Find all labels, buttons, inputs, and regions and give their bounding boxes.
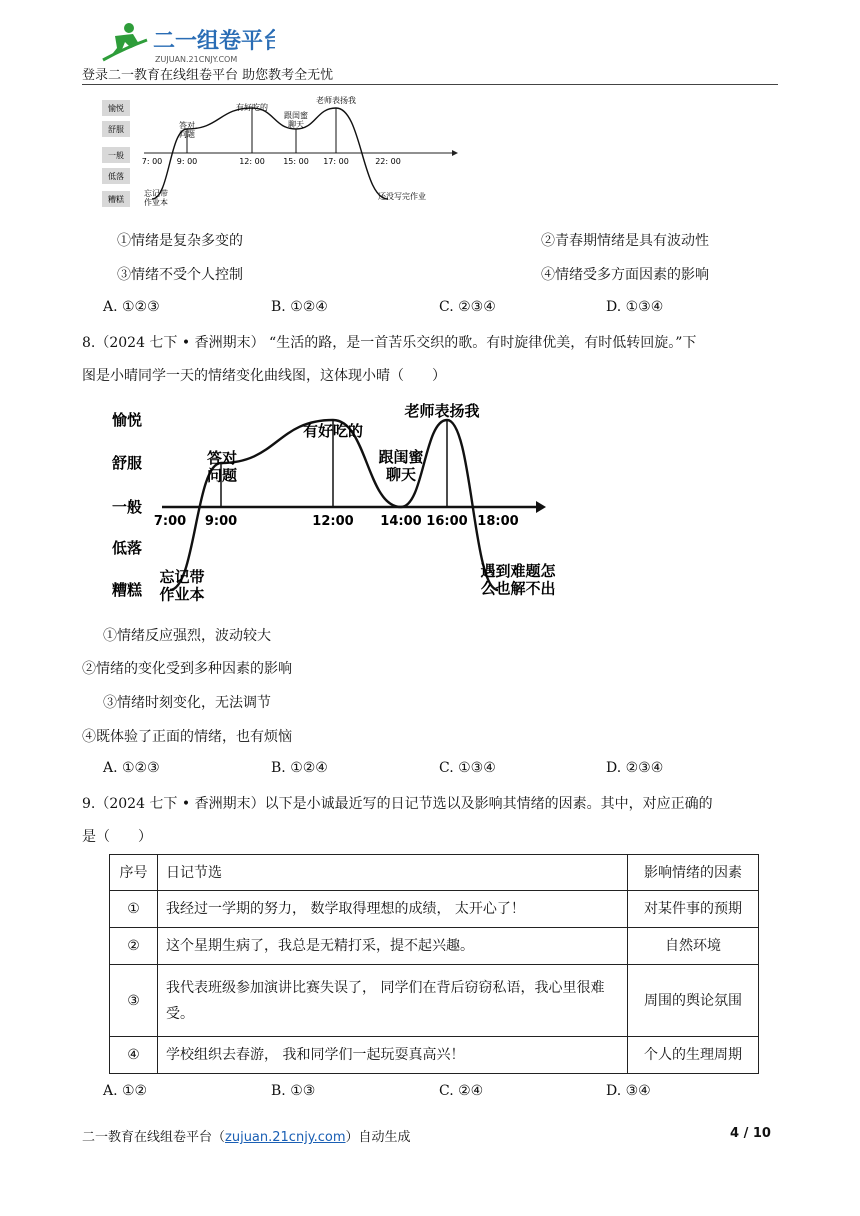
q9-stem-line-2: 是（ ） <box>82 829 152 845</box>
q7-option-b[interactable]: B. ①②④ <box>271 299 328 315</box>
annotation-label: 忘记带 <box>144 189 168 198</box>
footer-link[interactable]: zujuan.21cnjy.com <box>225 1130 346 1145</box>
table-row <box>110 1037 759 1074</box>
q9-option-a[interactable]: A. ①② <box>103 1083 148 1099</box>
annotation-label: 遇到难题怎 <box>480 562 556 580</box>
annotation-label: 跟闺蜜 <box>284 111 308 120</box>
q8-option-b[interactable]: B. ①②④ <box>271 760 328 776</box>
x-tick-label: 7:00 <box>153 514 187 529</box>
q8-option-c[interactable]: C. ①③④ <box>439 760 496 776</box>
logo-text: 二一组卷平台 <box>153 29 275 54</box>
row-factor: 对某件事的预期 <box>628 891 759 928</box>
y-level-label: 舒服 <box>112 454 143 472</box>
row-no: ④ <box>110 1037 158 1074</box>
row-factor: 自然环境 <box>628 928 759 965</box>
y-level-label: 糟糕 <box>108 195 124 204</box>
header-divider <box>82 84 778 85</box>
runner-icon <box>103 23 147 60</box>
annotation-label: 聊天 <box>385 465 417 484</box>
row-factor: 个人的生理周期 <box>628 1037 759 1074</box>
annotation-label: 聊天 <box>288 120 304 130</box>
platform-logo <box>95 18 275 68</box>
annotation-label: 作业本 <box>159 585 205 604</box>
row-diary-text: 学校组织去春游， 我和同学们一起玩耍真高兴！ <box>158 1037 628 1074</box>
annotation-label: 还没写完作业 <box>378 192 426 201</box>
q7-option-d[interactable]: D. ①③④ <box>606 299 664 315</box>
table-row <box>110 928 759 965</box>
q8-statement-2: ②情绪的变化受到多种因素的影响 <box>82 661 292 677</box>
footer-generated-by <box>82 1126 411 1145</box>
x-tick-label: 15: 00 <box>283 157 309 166</box>
q7-statement-1: ①情绪是复杂多变的 <box>117 233 243 249</box>
annotation-label: 问题 <box>206 466 238 485</box>
annotation-label: 老师表扬我 <box>404 402 480 420</box>
row-no: ③ <box>110 965 158 1037</box>
annotation-label: 答对 <box>179 121 195 130</box>
q7-statement-3: ③情绪不受个人控制 <box>117 267 243 283</box>
table-header-factor: 影响情绪的因素 <box>628 855 759 891</box>
header-tagline: 登录二一教育在线组卷平台 助您教考全无忧 <box>82 68 334 83</box>
q8-option-d[interactable]: D. ②③④ <box>606 760 664 776</box>
row-diary-text: 这个星期生病了，我总是无精打采，提不起兴趣。 <box>158 928 628 965</box>
annotation-label: 么也解不出 <box>480 579 556 598</box>
q7-option-c[interactable]: C. ②③④ <box>439 299 496 315</box>
row-no: ② <box>110 928 158 965</box>
q9-diary-table <box>109 854 759 1074</box>
x-tick-label: 12:00 <box>312 514 354 529</box>
x-tick-label: 16:00 <box>426 514 468 529</box>
q9-option-c[interactable]: C. ②④ <box>439 1083 484 1099</box>
annotation-label: 跟闺蜜 <box>378 448 424 466</box>
q7-emotion-chart <box>100 92 460 212</box>
row-diary-text: 我代表班级参加演讲比赛失误了， 同学们在背后窃窃私语，我心里很难受。 <box>158 965 628 1037</box>
x-tick-label: 22: 00 <box>375 157 401 166</box>
table-row <box>110 891 759 928</box>
q8-option-a[interactable]: A. ①②③ <box>103 760 160 776</box>
annotation-label: 有好吃的 <box>236 103 268 112</box>
q8-statement-1: ①情绪反应强烈，波动较大 <box>103 628 271 644</box>
footer-text-before: 二一教育在线组卷平台（ <box>82 1130 226 1145</box>
table-header-row <box>110 855 759 891</box>
y-level-label: 愉悦 <box>108 104 124 113</box>
y-level-label: 愉悦 <box>112 411 143 429</box>
x-tick-label: 12: 00 <box>239 157 265 166</box>
q8-statement-4: ④既体验了正面的情绪，也有烦恼 <box>82 729 292 745</box>
row-no: ① <box>110 891 158 928</box>
q7-option-a[interactable]: A. ①②③ <box>103 299 160 315</box>
x-tick-label: 9:00 <box>204 514 238 529</box>
row-diary-text: 我经过一学期的努力， 数学取得理想的成绩， 太开心了！ <box>158 891 628 928</box>
annotation-label: 答对 <box>206 449 238 467</box>
x-tick-label: 17: 00 <box>323 157 349 166</box>
q8-statement-3: ③情绪时刻变化，无法调节 <box>103 695 271 711</box>
q7-statement-2: ②青春期情绪是具有波动性 <box>541 233 709 249</box>
y-level-label: 低落 <box>108 172 124 181</box>
y-level-label: 一般 <box>108 151 124 160</box>
q8-stem-line-1: 8.（2024 七下 • 香洲期末） “生活的路，是一首苦乐交织的歌。有时旋律优美，有时低转回旋。”下 <box>82 335 697 351</box>
q9-option-b[interactable]: B. ①③ <box>271 1083 316 1099</box>
x-tick-label: 14:00 <box>380 514 422 529</box>
table-row <box>110 965 759 1037</box>
table-header-no: 序号 <box>110 855 158 891</box>
q8-stem-line-2: 图是小晴同学一天的情绪变化曲线图，这体现小晴（ ） <box>82 368 446 384</box>
annotation-label: 忘记带 <box>159 568 205 586</box>
x-tick-label: 18:00 <box>477 514 519 529</box>
y-level-label: 舒服 <box>108 125 124 134</box>
page-number: 4 / 10 <box>730 1126 771 1141</box>
y-level-label: 低落 <box>112 539 143 557</box>
row-factor: 周围的舆论氛围 <box>628 965 759 1037</box>
q8-emotion-curve <box>170 420 498 590</box>
q8-emotion-chart <box>100 396 560 611</box>
annotation-label: 老师表扬我 <box>316 96 356 105</box>
logo-subtext: ZUJUAN.21CNJY.COM <box>155 55 238 64</box>
y-level-label: 糟糕 <box>112 581 143 599</box>
annotation-label: 有好吃的 <box>302 422 364 440</box>
q9-stem-line-1: 9.（2024 七下 • 香洲期末）以下是小诚最近写的日记节选以及影响其情绪的因素。其中，对应正确的 <box>82 796 713 812</box>
x-tick-label: 9: 00 <box>176 157 198 166</box>
x-tick-label: 7: 00 <box>141 157 163 166</box>
table-header-diary: 日记节选 <box>158 855 628 891</box>
q9-option-d[interactable]: D. ③④ <box>606 1083 651 1099</box>
y-level-label: 一般 <box>112 498 143 516</box>
annotation-label: 问题 <box>179 130 195 140</box>
annotation-label: 作业本 <box>144 198 168 208</box>
q7-statement-4: ④情绪受多方面因素的影响 <box>541 267 709 283</box>
footer-text-after: ）自动生成 <box>345 1130 411 1145</box>
